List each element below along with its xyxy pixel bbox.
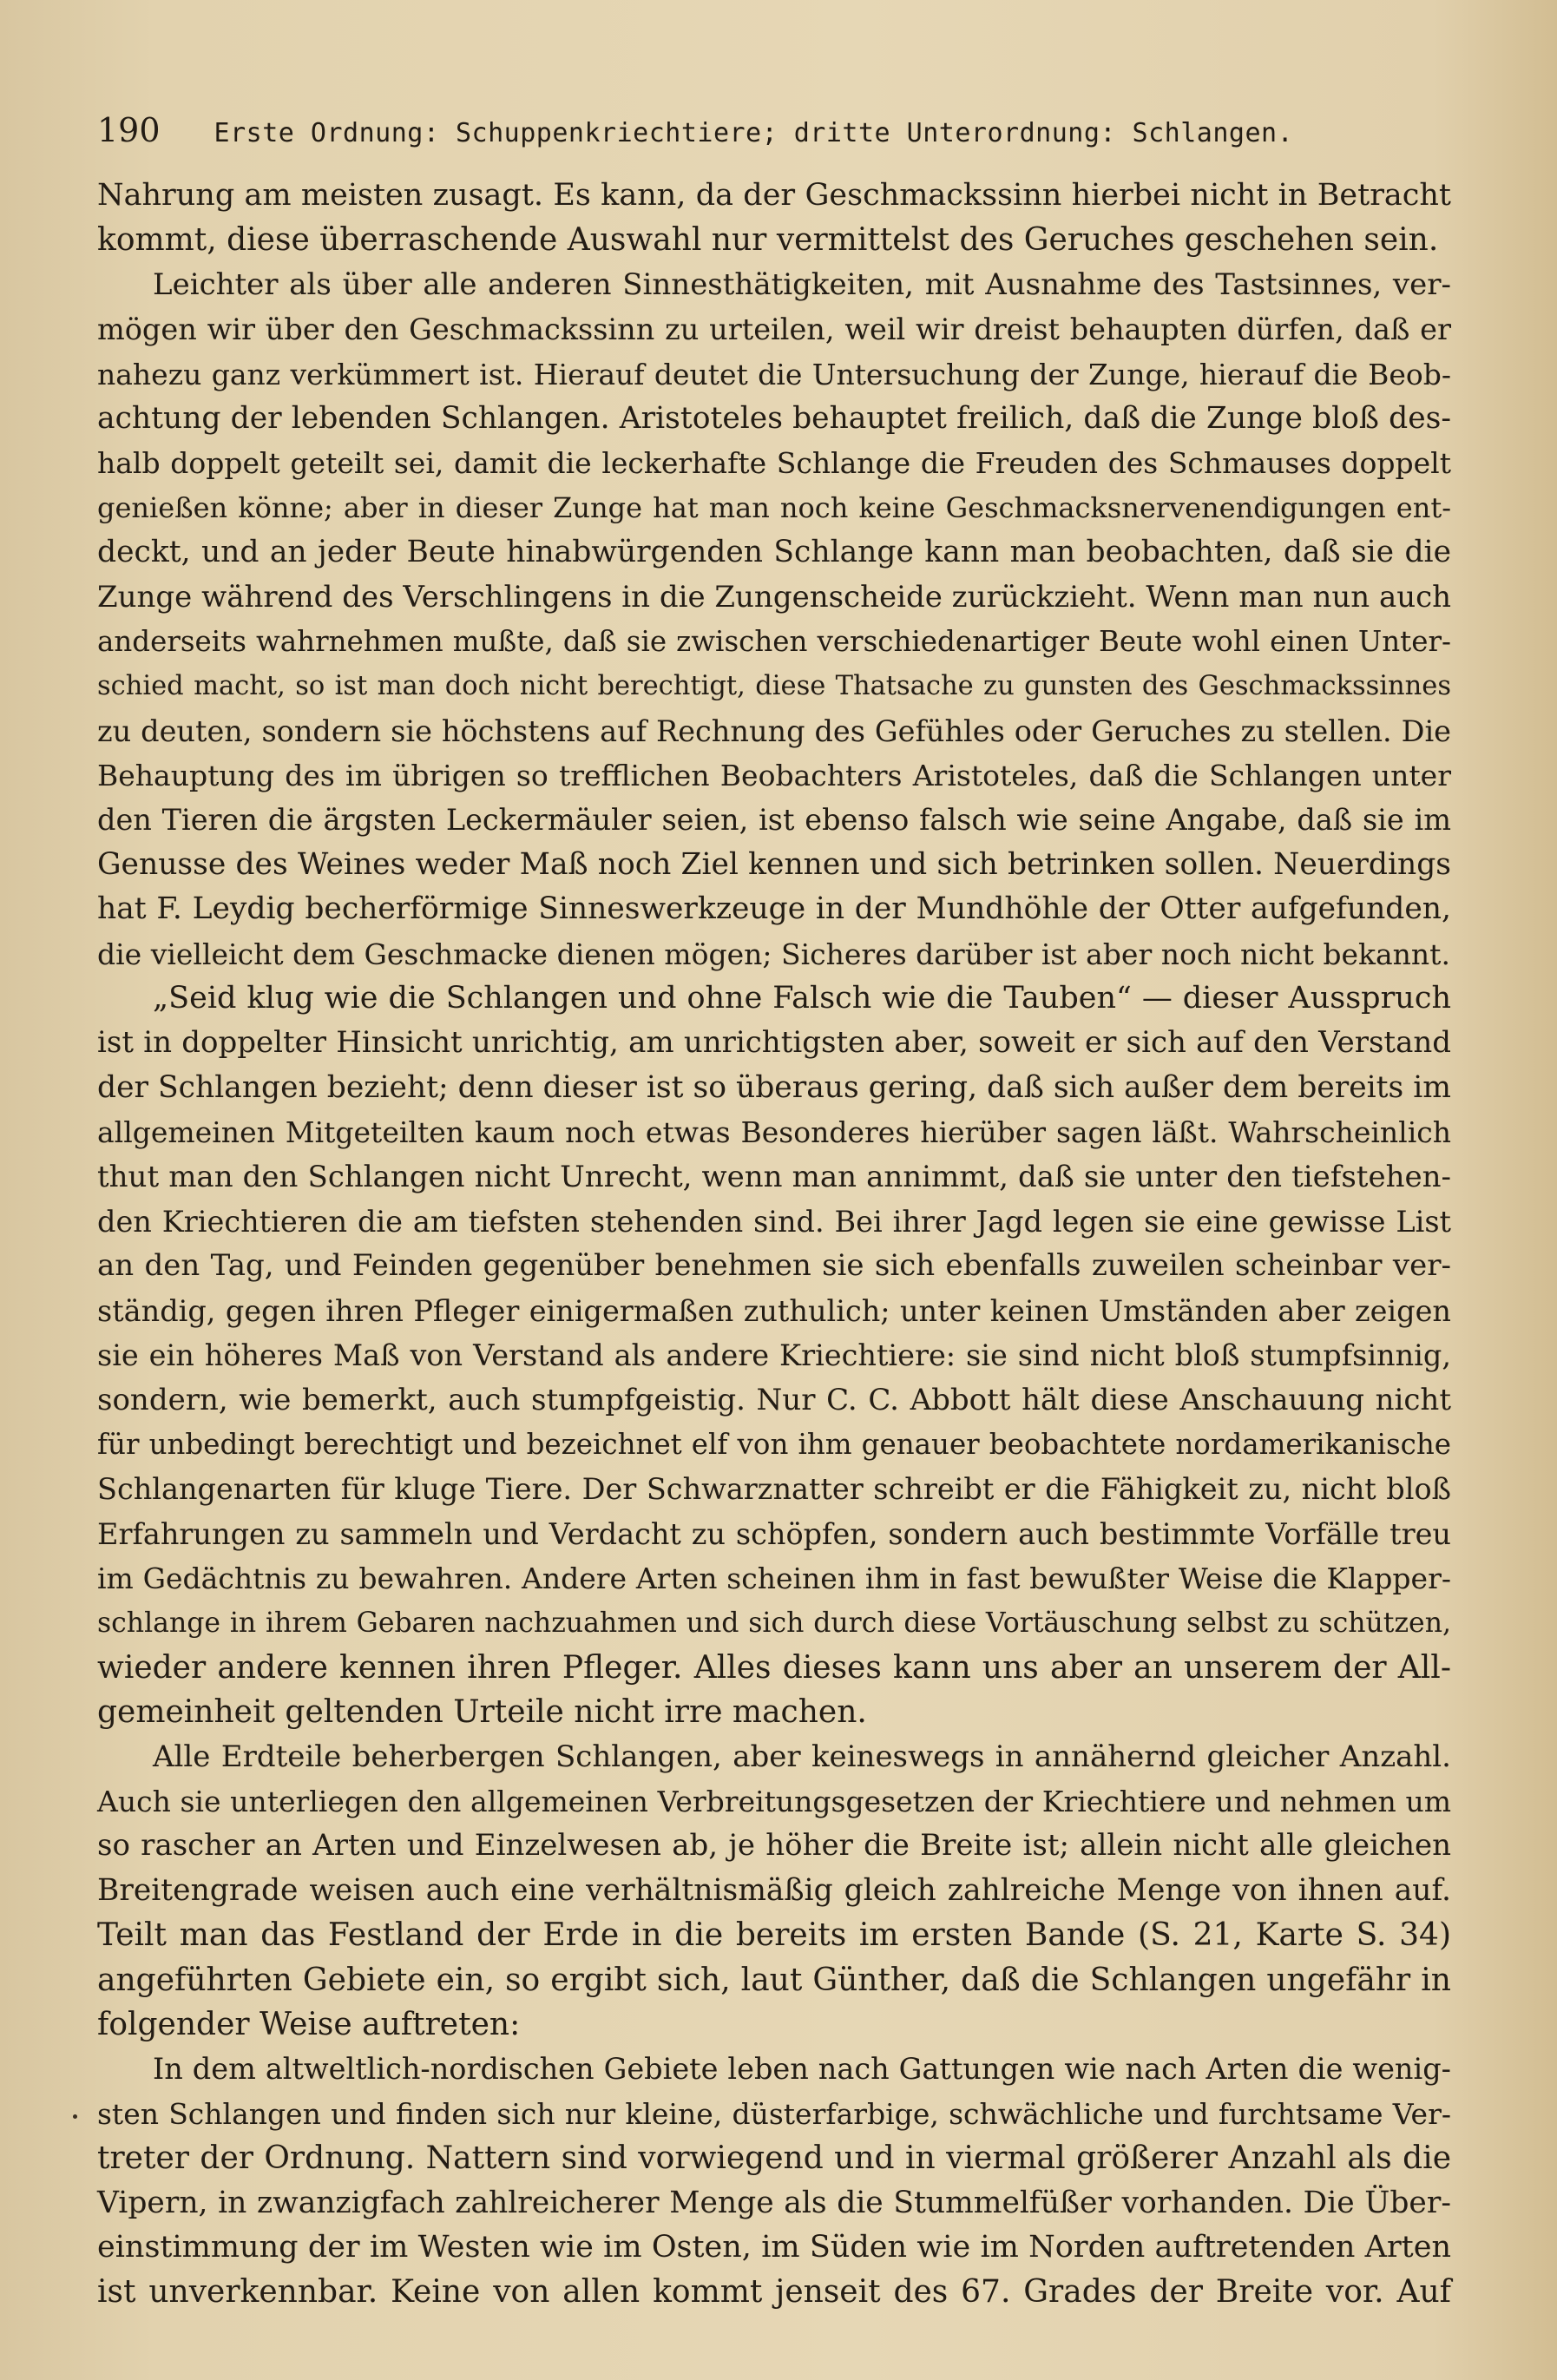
text-line: In dem altweltlich-nordischen Gebiete leben nach Gattungen wie nach Arten die wenig-: [153, 2052, 1451, 2087]
text-line: Zunge während des Verschlingens in die Zungenscheide zurückzieht. Wenn man nun auch: [97, 579, 1452, 615]
text-line: Breitengrade weisen auch eine verhältnismäßig gleich zahlreiche Menge von ihnen auf.: [97, 1872, 1451, 1908]
text-line: hat F. Leydig becherförmige Sinneswerkzeuge in der Mundhöhle der Otter aufgefunden,: [97, 891, 1451, 927]
text-line: der Schlangen bezieht; denn dieser ist so überaus gering, daß sich außer dem bereits im: [97, 1069, 1451, 1105]
text-line: für unbedingt berechtigt und bezeichnet elf von ihm genauer beobachtete nordamerikanische: [97, 1427, 1451, 1461]
text-line: Behauptung des im übrigen so trefflichen Beobachters Aristoteles, daß die Schlangen unter: [97, 759, 1451, 793]
text-line: so rascher an Arten und Einzelwesen ab, je höher die Breite ist; allein nicht alle gleichen: [97, 1828, 1451, 1864]
text-line: sten Schlangen und finden sich nur kleine, düsterfarbige, schwächliche und furchtsame Ver-: [97, 2096, 1451, 2131]
text-line: nahezu ganz verkümmert ist. Hierauf deutet die Untersuchung der Zunge, hierauf die Beob-: [97, 357, 1451, 391]
text-line: den Kriechtieren die am tiefsten stehenden sind. Bei ihrer Jagd legen sie eine gewisse List: [97, 1204, 1451, 1239]
text-line: Leichter als über alle anderen Sinnesthätigkeiten, mit Ausnahme des Tastsinnes, ver-: [153, 266, 1451, 302]
text-line: kommt, diese überraschende Auswahl nur vermittelst des Geruches geschehen sein.: [97, 222, 1439, 259]
page-number: 190: [97, 111, 161, 149]
text-line: Erfahrungen zu sammeln und Verdacht zu schöpfen, sondern auch bestimmte Vorfälle treu: [97, 1516, 1451, 1551]
text-line: thut man den Schlangen nicht Unrecht, wenn man annimmt, daß sie unter den tiefstehen-: [97, 1159, 1451, 1194]
text-line: an den Tag, und Feinden gegenüber benehmen sie sich ebenfalls zuweilen scheinbar ver-: [97, 1248, 1451, 1284]
text-line: Schlangenarten für kluge Tiere. Der Schwarznatter schreibt er die Fähigkeit zu, nicht bloß: [97, 1472, 1451, 1507]
text-line: sondern, wie bemerkt, auch stumpfgeistig. Nur C. C. Abbott hält diese Anschauung nicht: [97, 1382, 1451, 1417]
text-line: anderseits wahrnehmen mußte, daß sie zwischen verschiedenartiger Beute wohl einen Unter-: [97, 624, 1451, 658]
text-line: Teilt man das Festland der Erde in die bereits im ersten Bande (S. 21, Karte S. 34): [97, 1917, 1451, 1954]
text-line: den Tieren die ärgsten Leckermäuler seien, ist ebenso falsch wie seine Angabe, daß sie im: [97, 803, 1451, 838]
text-line: im Gedächtnis zu bewahren. Andere Arten scheinen ihm in fast bewußter Weise die Klapper-: [97, 1561, 1451, 1596]
text-line: Auch sie unterliegen den allgemeinen Verbreitungsgesetzen der Kriechtiere und nehmen um: [97, 1785, 1451, 1819]
text-line: Alle Erdteile beherbergen Schlangen, aber keineswegs in annähernd gleicher Anzahl.: [153, 1739, 1451, 1774]
text-line: folgender Weise auftreten:: [97, 2007, 521, 2043]
text-line: wieder andere kennen ihren Pfleger. Alles dieses kann uns aber an unserem der All-: [97, 1649, 1451, 1686]
running-head-title: Erste Ordnung: Schuppenkriechtiere; dritte Unterordnung: Schlangen.: [214, 118, 1294, 148]
text-line: achtung der lebenden Schlangen. Aristoteles behauptet freilich, daß die Zunge bloß des-: [97, 400, 1451, 436]
ink-speck: [73, 2114, 77, 2119]
text-line: Nahrung am meisten zusagt. Es kann, da der Geschmackssinn hierbei nicht in Betracht: [97, 178, 1451, 213]
body-text: [97, 174, 1451, 2315]
text-line: deckt, und an jeder Beute hinabwürgenden Schlange kann man beobachten, daß sie die: [97, 535, 1451, 570]
text-line: „Seid klug wie die Schlangen und ohne Falsch wie die Tauben“ — dieser Ausspruch: [153, 981, 1451, 1016]
text-line: Genusse des Weines weder Maß noch Ziel kennen und sich betrinken sollen. Neuerdings: [97, 846, 1451, 882]
text-line: schlange in ihrem Gebaren nachzuahmen und sich durch diese Vortäuschung selbst zu schützen,: [97, 1607, 1451, 1639]
text-line: die vielleicht dem Geschmacke dienen mögen; Sicheres darüber ist aber noch nicht bekannt.: [97, 937, 1450, 971]
text-line: einstimmung der im Westen wie im Osten, im Süden wie im Norden auftretenden Arten: [97, 2229, 1451, 2265]
text-line: zu deuten, sondern sie höchstens auf Rechnung des Gefühles oder Geruches zu stellen. Die: [97, 713, 1451, 748]
text-line: ständig, gegen ihren Pfleger einigermaßen zuthulich; unter keinen Umständen aber zeigen: [97, 1293, 1451, 1328]
text-line: genießen könne; aber in dieser Zunge hat man noch keine Geschmacksnervenendigungen ent-: [97, 490, 1451, 524]
text-line: mögen wir über den Geschmackssinn zu urteilen, weil wir dreist behaupten dürfen, daß er: [97, 312, 1451, 347]
running-head: [97, 111, 1451, 160]
text-line: halb doppelt geteilt sei, damit die leckerhafte Schlange die Freuden des Schmauses doppelt: [97, 446, 1451, 481]
text-line: ist in doppelter Hinsicht unrichtig, am unrichtigsten aber, soweit er sich auf den Verstand: [97, 1025, 1451, 1061]
text-line: allgemeinen Mitgeteilten kaum noch etwas Besonderes hierüber sagen läßt. Wahrscheinlich: [97, 1115, 1451, 1150]
text-line: Vipern, in zwanzigfach zahlreicherer Menge als die Stummelfüßer vorhanden. Die Über-: [97, 2185, 1451, 2220]
text-line: sie ein höheres Maß von Verstand als andere Kriechtiere: sie sind nicht bloß stumpfsinnig,: [97, 1338, 1451, 1373]
text-line: angeführten Gebiete ein, so ergibt sich, laut Günther, daß die Schlangen ungefähr in: [97, 1962, 1451, 1998]
text-line: gemeinheit geltenden Urteile nicht irre machen.: [97, 1694, 867, 1731]
text-line: ist unverkennbar. Keine von allen kommt jenseit des 67. Grades der Breite vor. Auf: [97, 2274, 1451, 2311]
text-line: treter der Ordnung. Nattern sind vorwiegend und in viermal größerer Anzahl als die: [97, 2140, 1451, 2177]
text-line: schied macht, so ist man doch nicht berechtigt, diese Thatsache zu gunsten des Geschmackssinnes: [97, 671, 1451, 702]
